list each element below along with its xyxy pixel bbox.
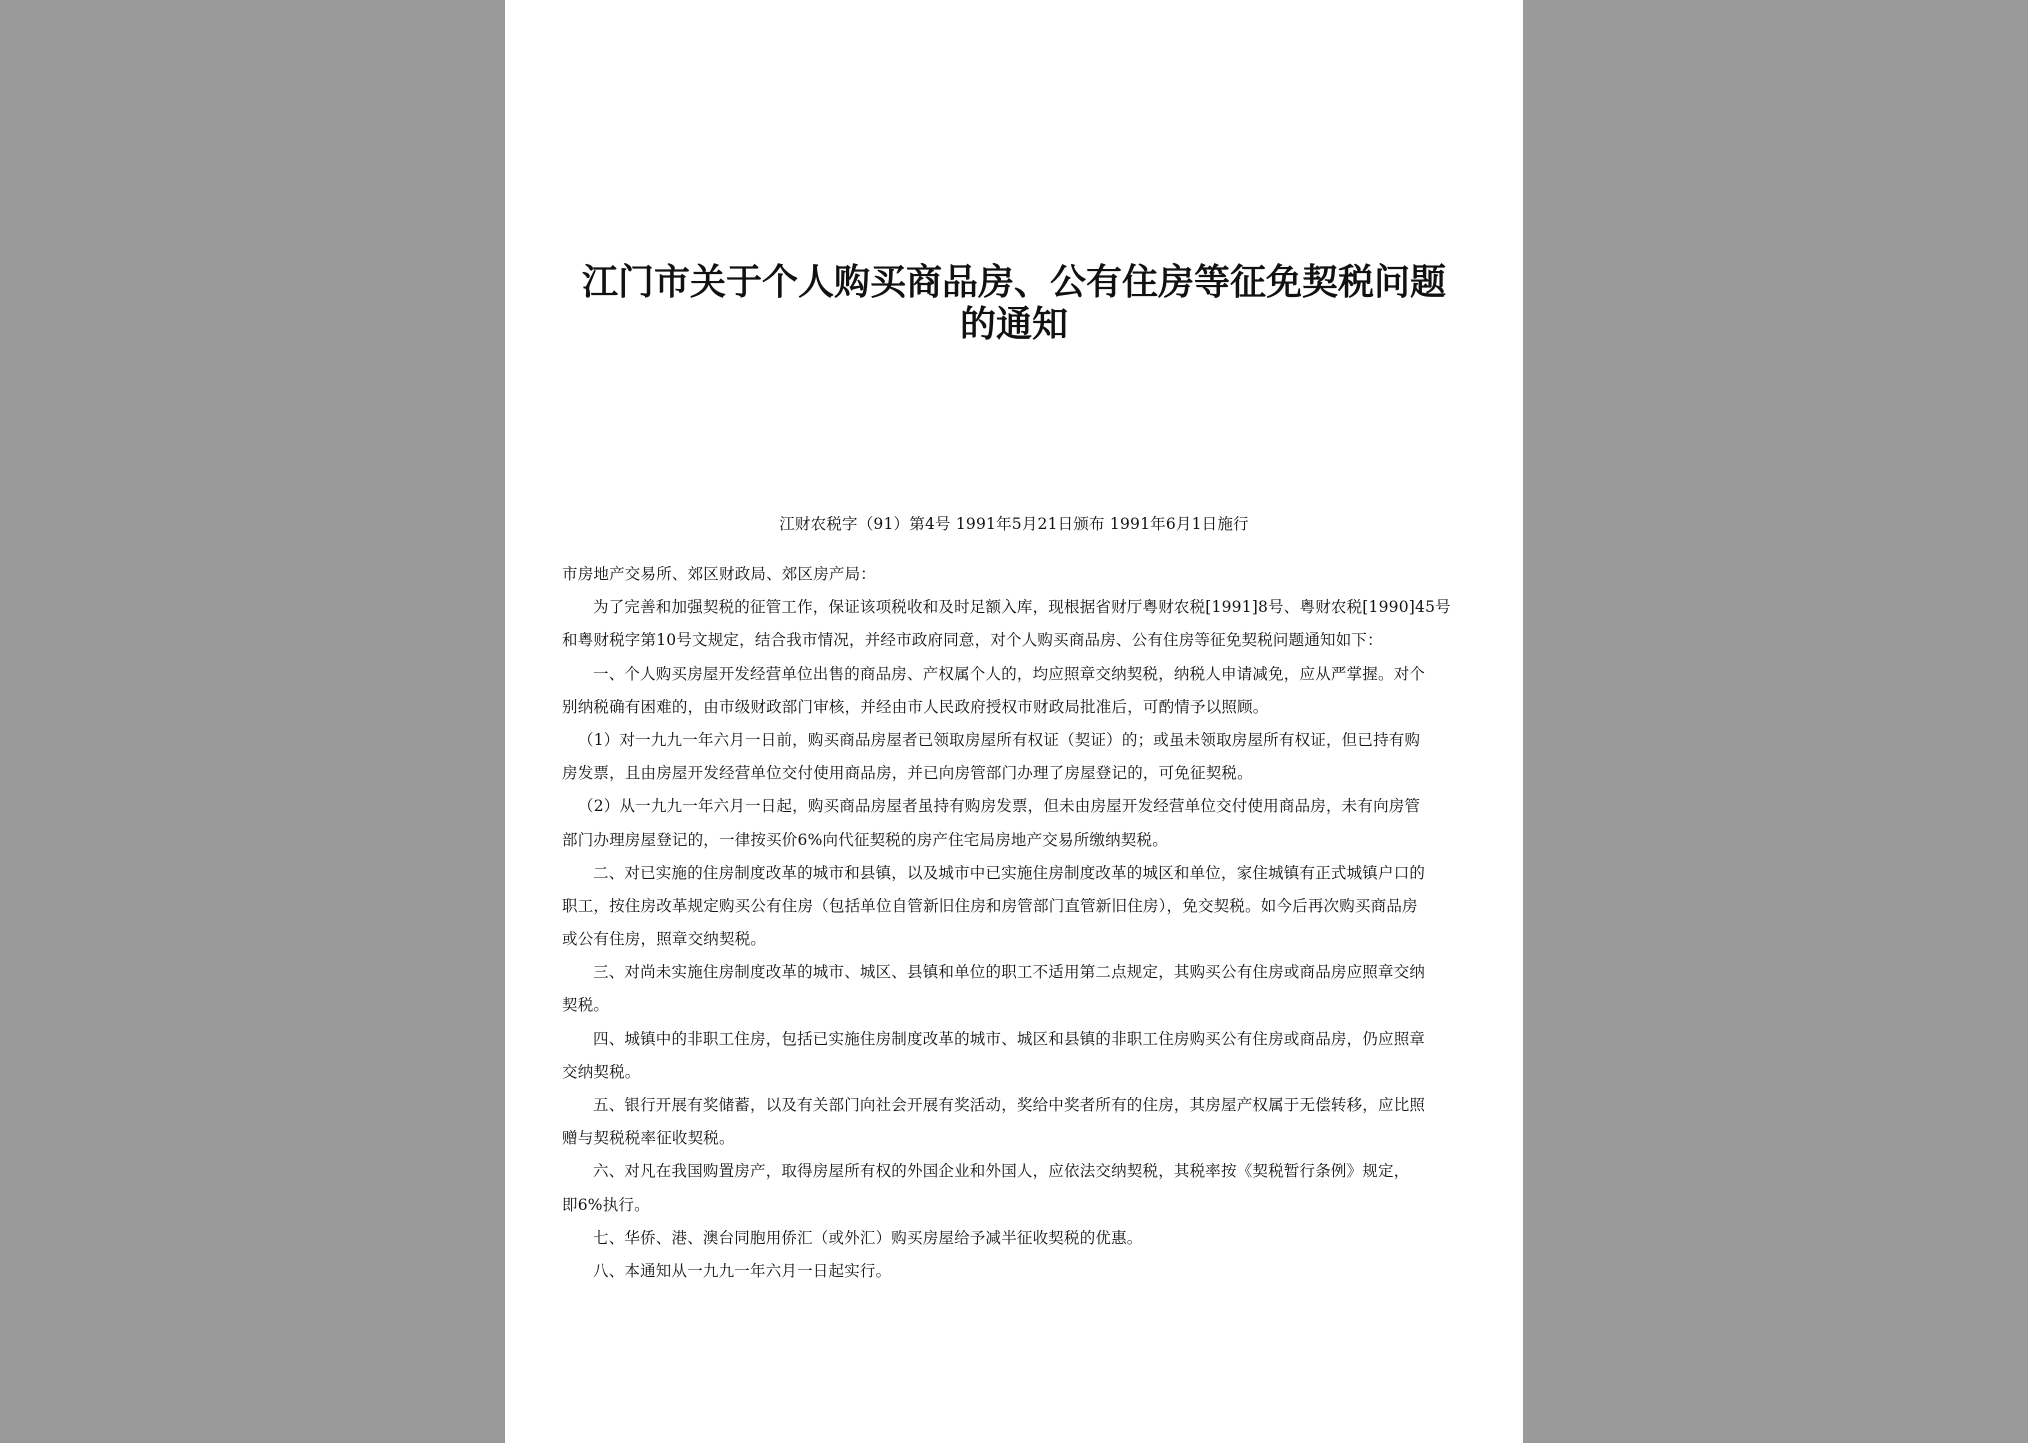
body-line: 六、对凡在我国购置房产，取得房屋所有权的外国企业和外国人，应依法交纳契税，其税率按《契税暂行条例》规定， bbox=[593, 1162, 1410, 1181]
body-line: 部门办理房屋登记的，一律按买价6%向代征契税的房产住宅局房地产交易所缴纳契税。 bbox=[562, 830, 1168, 849]
body-line: （1）对一九九一年六月一日前，购买商品房屋者已领取房屋所有权证（契证）的；或虽未领取房屋所有权证，但已持有购 bbox=[578, 730, 1421, 749]
document-page bbox=[505, 0, 1523, 1443]
body-line: 别纳税确有困难的，由市级财政部门审核，并经由市人民政府授权市财政局批准后，可酌情予以照顾。 bbox=[562, 697, 1269, 716]
document-number: 江财农税字（91）第4号 1991年5月21日颁布 1991年6月1日施行 bbox=[779, 515, 1249, 533]
body-line: 契税。 bbox=[562, 996, 610, 1015]
body-line: 八、本通知从一九九一年六月一日起实行。 bbox=[593, 1261, 892, 1280]
body-line: 四、城镇中的非职工住房，包括已实施住房制度改革的城市、城区和县镇的非职工住房购买公有住房或商品房，仍应照章 bbox=[593, 1029, 1426, 1048]
body-line: 赠与契税税率征收契税。 bbox=[562, 1129, 735, 1148]
salutation-line: 市房地产交易所、郊区财政局、郊区房产局： bbox=[562, 565, 877, 583]
body-line: 交纳契税。 bbox=[562, 1062, 641, 1081]
document-title bbox=[545, 262, 1483, 346]
body-line: 七、华侨、港、澳台同胞用侨汇（或外汇）购买房屋给予减半征收契税的优惠。 bbox=[593, 1228, 1143, 1247]
body-line: 或公有住房，照章交纳契税。 bbox=[562, 930, 767, 949]
body-line: 职工，按住房改革规定购买公有住房（包括单位自管新旧住房和房管部门直管新旧住房），免交契税。如今后再次购买商品房 bbox=[562, 896, 1418, 915]
body-line: 即6%执行。 bbox=[562, 1195, 650, 1214]
body-line: 房发票，且由房屋开发经营单位交付使用商品房，并已向房管部门办理了房屋登记的，可免征契税。 bbox=[562, 764, 1253, 783]
document-body bbox=[562, 558, 1470, 1288]
body-line: 二、对已实施的住房制度改革的城市和县镇，以及城市中已实施住房制度改革的城区和单位，家住城镇有正式城镇户口的 bbox=[593, 863, 1426, 882]
body-line: 为了完善和加强契税的征管工作，保证该项税收和及时足额入库，现根据省财厅粤财农税[1991]8号、粤财农税[1990]45号 bbox=[593, 598, 1451, 617]
title-line-1: 江门市关于个人购买商品房、公有住房等征免契税问题 bbox=[581, 262, 1446, 303]
body-line: （2）从一九九一年六月一日起，购买商品房屋者虽持有购房发票，但未由房屋开发经营单位交付使用商品房，未有向房管 bbox=[578, 797, 1421, 816]
body-line: 五、银行开展有奖储蓄，以及有关部门向社会开展有奖活动，奖给中奖者所有的住房，其房屋产权属于无偿转移，应比照 bbox=[593, 1096, 1426, 1114]
title-line-2: 的通知 bbox=[959, 304, 1068, 345]
body-line: 一、个人购买房屋开发经营单位出售的商品房、产权属个人的，均应照章交纳契税，纳税人申请减免，应从严掌握。对个 bbox=[593, 664, 1426, 683]
body-line: 三、对尚未实施住房制度改革的城市、城区、县镇和单位的职工不适用第二点规定，其购买公有住房或商品房应照章交纳 bbox=[593, 963, 1426, 982]
body-line: 和粤财税字第10号文规定，结合我市情况，并经市政府同意，对个人购买商品房、公有住房等征免契税问题通知如下： bbox=[562, 631, 1383, 650]
